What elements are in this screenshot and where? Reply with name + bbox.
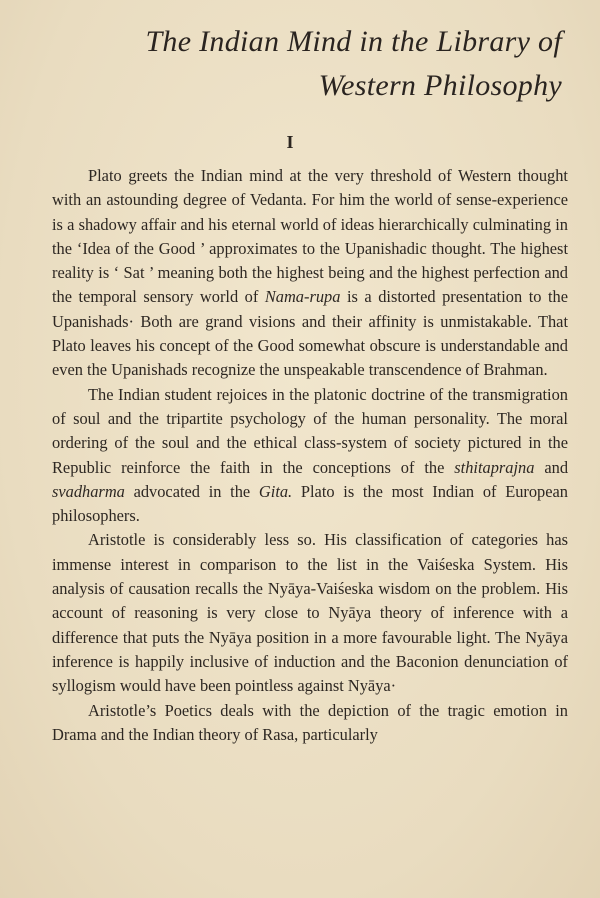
body-text [52,164,568,747]
text-run: The Indian student rejoices in the platonic doctrine of the transmigration of soul and the tripartite psychology of the human personality. The moral ordering of the soul and the ethical class-system of society pictured in the Republic reinforce the faith in the conceptions of the [52,384,568,477]
text-run: is a distorted presentation to the Upanishads· Both are grand visions and their affinity is unmistakable. That Plato leaves his concept of the Good somewhat obscure is understandable and even the Upanishads recognize the unspeakable transcendence of Brahman. [52,287,568,380]
italic-term: Nama-rupa [264,287,341,307]
italic-term: Gita. [258,481,293,501]
paragraph-2 [52,383,568,529]
section-number: I [286,132,294,152]
text-run: and [534,457,569,477]
chapter-title [30,20,570,108]
chapter-title-line-1: The Indian Mind in the Library of [145,25,562,58]
paragraph-4 [52,699,568,748]
paragraph-1 [52,164,568,383]
italic-term: svadharma [52,481,125,501]
text-run: Aristotle is considerably less so. His classification of categories has immense interest in comparison to the list in the Vaiśeska System. His analysis of causation recalls the Nyāya-Vaiśeska wisdom on the problem. His account of reasoning is very close to Nyāya theory of inference with a difference that puts the Nyāya position in a more favourable light. The Nyāya inference is happily inclusive of induction and the Baconion denunciation of syllogism would have been pointless against Nyāya· [52,530,568,696]
paragraph-3 [52,528,568,698]
text-run: advocated in the [124,481,259,501]
chapter-title-line-2: Western Philosophy [318,69,562,102]
text-run: Plato greets the Indian mind at the very threshold of Western thought with an astounding degree of Vedanta. For him the world of sense-experience is a shadowy affair and his eternal world of ideas hierarchically culminating in the ‘Idea of the Good ’ approximates to the Upanishadic thought. The highest reality is ‘ Sat ’ meaning both the highest being and the highest perfection and the temporal sensory world of [52,166,568,307]
text-run: Aristotle’s Poetics deals with the depiction of the tragic emotion in Drama and the Indian theory of Rasa, particularly [52,700,568,744]
text-run: Plato is the most Indian of European philosophers. [52,481,568,526]
italic-term: sthitaprajna [454,457,535,477]
